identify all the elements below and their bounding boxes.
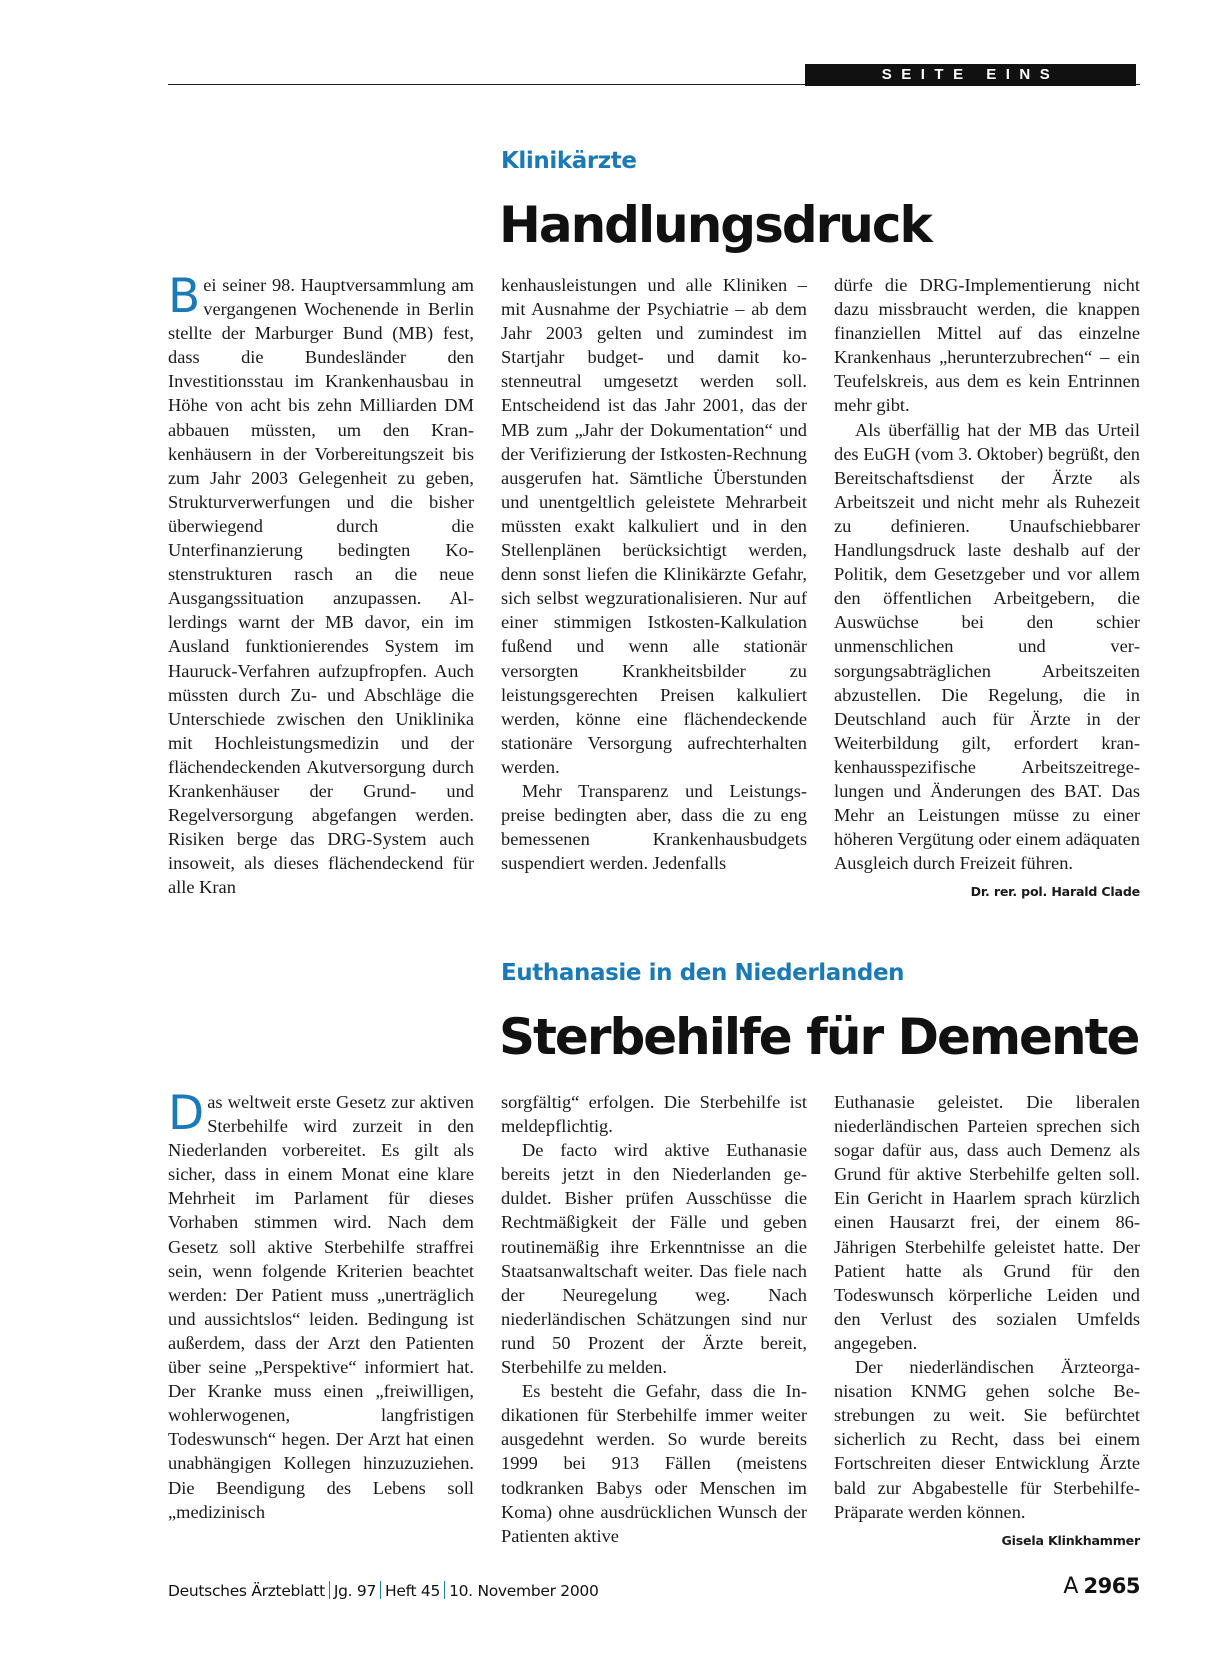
- journal-volume: Jg. 97: [333, 1582, 377, 1600]
- section-label: SEITE EINS: [805, 64, 1136, 86]
- article2-col1-text: as weltweit erste Gesetz zur aktiven Sterbehilfe wird zurzeit in den Niederlanden vorbereitet. Es gilt als sicher, dass in einem Monat eine klare Mehrheit im Parlament für dieses Vorhaben stimmen wird. Nach dem Gesetz soll aktive Sterbehilfe straffrei sein, wenn folgende Kriterien beachtet werden: Der Patient muss „unerträglich und aussichtslos“ leiden. Bedingung ist außerdem, dass der Arzt den Patienten über seine „Perspektive“ informiert hat. Der Kranke muss einen „freiwilligen, wohlerwogenen, langfristigen Todeswunsch“ hegen. Der Arzt hat einen unabhängigen Kollegen hinzuzuziehen. Die Beendigung des Lebens soll „medizinisch: [168, 1092, 474, 1522]
- article2-dropcap: D: [168, 1086, 205, 1141]
- footer-separator: [329, 1581, 330, 1599]
- article1-col2-paragraph-2: Mehr Transparenz und Leistungspreise bedingten aber, dass die zu eng bemessenen Krankenhausbudgets suspendiert werden. Jedenfalls: [501, 780, 807, 874]
- article1-col1-text: ei seiner 98. Hauptversammlung am vergangenen Wochenende in Berlin stellte der Marburger Bund (MB) fest, dass die Bundesländer den Investitionsstau im Krankenhausbau in Höhe von acht bis zehn Milliarden DM abbauen müssten, um den Krankenhäusern in der Vorbereitungszeit bis zum Jahr 2003 Gelegenheit zu geben, Strukturverwerfungen und die bisher überwiegend durch die Unterfinanzierung bedingten Kostenstrukturen rasch an die neue Ausgangssituation anzupassen. Allerdings warnt der MB davor, ein im Ausland funktionierendes System im Hauruck-Verfahren aufzupfropfen. Auch müssten durch Zu- und Abschläge die Unterschiede zwischen den Uniklinika mit Hochleistungsmedizin und der flächendeckenden Akutversorgung durch Krankenhäuser der Grund- und Regelversorgung abgefangen werden. Risiken berge das DRG-System auch insoweit, als dieses flächendeckend für alle Kran: [168, 275, 474, 898]
- article2-col2-paragraph-2: De facto wird aktive Euthanasie bereits jetzt in den Niederlanden geduldet. Bisher prüfen Ausschüsse die Rechtmäßigkeit der Fälle und geben routinemäßig ihre Erkenntnisse an die Staatsanwaltschaft weiter. Das fiele nach der Neuregelung weg. Nach niederländischen Schätzungen sind nur rund 50 Prozent der Ärzte bereit, Sterbehilfe zu melden.: [501, 1140, 807, 1378]
- journal-name: Deutsches Ärzteblatt: [168, 1582, 325, 1600]
- footer-separator: [380, 1581, 381, 1599]
- journal-issue: Heft 45: [385, 1582, 441, 1600]
- article2-headline: Sterbehilfe für Demente: [499, 1008, 1139, 1066]
- page-number: [1063, 1574, 1140, 1599]
- article2-column-3: [834, 1090, 1140, 1553]
- article1-kicker: Klinikärzte: [501, 148, 637, 174]
- article2-col2-paragraph-3: Es besteht die Gefahr, dass die Indikationen für Sterbehilfe immer weiter ausgedehnt werden. So wurde bereits 1999 bei 913 Fällen (meistens todkranken Babys oder Menschen im Koma) ohne ausdrücklichen Wunsch der Patienten aktive: [501, 1381, 807, 1546]
- article1-column-1: [168, 269, 474, 899]
- journal-date: 10. November 2000: [449, 1582, 599, 1600]
- footer-separator: [444, 1581, 445, 1599]
- page-number-value: 2965: [1083, 1574, 1140, 1598]
- article2-column-2: [501, 1090, 807, 1548]
- article2-col2-paragraph-1: sorgfältig“ erfolgen. Die Sterbehilfe ist meldepflichtig.: [501, 1092, 807, 1137]
- article1-dropcap: B: [168, 269, 201, 324]
- article2-col3-paragraph-2: Der niederländischen Ärzteorganisation KNMG gehen solche Bestrebungen zu weit. Sie befürchtet sicherlich zu Recht, dass bei einem Fortschreiten dieser Entwicklung Ärzte bald zur Abgabestelle für Sterbehilfe-Präparate werden können.: [834, 1357, 1140, 1522]
- article2-kicker: Euthanasie in den Niederlanden: [501, 960, 905, 986]
- article1-col2-paragraph-1: kenhausleistungen und alle Kliniken – mit Ausnahme der Psychiatrie – ab dem Jahr 2003 gelten und zumindest im Startjahr budget- und damit kostenneutral umgesetzt werden soll. Entscheidend ist das Jahr 2001, das der MB zum „Jahr der Dokumentation“ und der Verifizierung der Istkosten-Rechnung ausgerufen hat. Sämtliche Überstunden und unentgeltlich geleistete Mehrarbeit müssten exakt kalkuliert und in den Stellenplänen berücksichtigt werden, denn sonst liefen die Klinikärzte Gefahr, sich selbst wegzurationalisieren. Nur auf einer stimmigen Istkosten-Kalkulation fußend und wenn alle stationär versorgten Krankheitsbilder zu leistungsgerechten Preisen kalkuliert werden, könne eine flächendeckende stationäre Versorgung aufrechterhalten werden.: [501, 275, 807, 777]
- page-prefix: A: [1063, 1574, 1079, 1599]
- article1-column-3: [834, 273, 1140, 904]
- article1-headline: Handlungsdruck: [499, 196, 931, 254]
- article1-author: Dr. rer. pol. Harald Clade: [970, 884, 1140, 900]
- article2-author: Gisela Klinkhammer: [1001, 1532, 1140, 1548]
- article1-col3-paragraph-1: dürfe die DRG-Implementierung nicht dazu missbraucht werden, die knappen finanziellen Mittel auf das einzelne Krankenhaus „herunterzubrechen“ – ein Teufelskreis, aus dem es kein Entrinnen mehr gibt.: [834, 275, 1140, 416]
- footer-citation: [168, 1581, 599, 1600]
- article1-col3-paragraph-2: Als überfällig hat der MB das Urteil des EuGH (vom 3. Oktober) begrüßt, den Bereitschaftsdienst der Ärzte als Arbeitszeit und nicht mehr als Ruhezeit zu definieren. Unaufschiebbarer Handlungsdruck laste deshalb auf der Politik, dem Gesetzgeber und vor allem den öffentlichen Arbeitgebern, die Auswüchse bei den schier unmenschlichen und versorgungsabträglichen Arbeitszeiten abzustellen. Die Regelung, die in Deutschland auch für Ärzte in der Weiterbildung gilt, erfordert krankenhausspezifische Arbeitszeitregelungen und Änderungen des BAT. Das Mehr an Leistungen müsse zu einer höheren Vergütung oder einem adäquaten Ausgleich durch Freizeit führen.: [834, 419, 1140, 874]
- article1-column-2: [501, 273, 807, 875]
- article2-column-1: [168, 1086, 474, 1524]
- article2-col3-paragraph-1: Euthanasie geleistet. Die liberalen niederländischen Parteien sprechen sich sogar dafür aus, dass auch Demenz als Grund für aktive Sterbehilfe gelten soll. Ein Gericht in Haarlem sprach kürzlich einen Hausarzt frei, der einem 86-Jährigen Sterbehilfe geleistet hatte. Der Patient hatte als Grund für den Todeswunsch körperliche Leiden und den Verlust des sozialen Umfelds angegeben.: [834, 1092, 1140, 1353]
